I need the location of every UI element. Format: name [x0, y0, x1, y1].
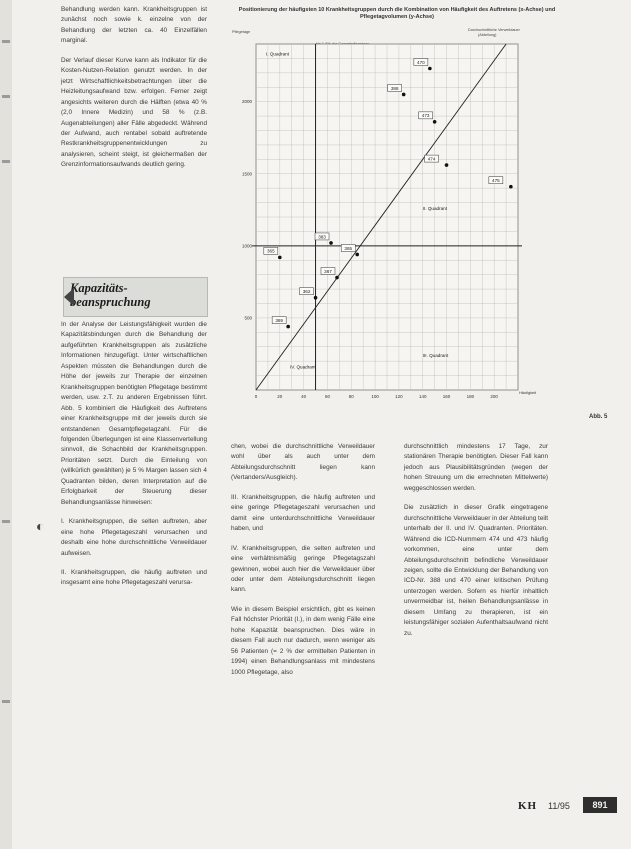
- page-number: 891: [583, 797, 617, 813]
- issue-number: 11/95: [548, 801, 570, 811]
- data-label: 365: [266, 248, 275, 254]
- x-tick-label: 200: [490, 394, 498, 399]
- paragraph: Behandlung werden kann. Krankheitsgruppen ist zunächst noch sowie k. einzelne von der Behandlung der letzten ca. 40 Einzelfällen marginal.: [61, 6, 207, 45]
- arrow-marker-icon: [54, 288, 74, 306]
- quadrant-label: II. Quadrant: [422, 205, 447, 211]
- figure-label: Abb. 5: [589, 414, 608, 420]
- data-label: 367: [324, 268, 332, 274]
- paragraph: Wie in diesem Beispiel ersichtlich, gibt es keinen Fall höchster Priorität (I.), in dem wenig Fälle eine hohe Kapazität beanspruchen. Dies wäre in diesem Fall auch nur dadurch, wenn weniger als 56 Patienten (= 2 % der ermittelten Patienten in 1994) einen Behandlungsanlass mit mindestens 1000 Pflegetage, also: [231, 605, 375, 676]
- x-tick-label: 100: [371, 394, 379, 399]
- magazine-logo: KH: [518, 800, 538, 812]
- paragraph: Der Verlauf dieser Kurve kann als Indikator für die Kosten-Nutzen-Relation genutzt werden. In der jetzt Wirtschaftlichkeitsbetrachtungen über die Heizleitungsaufwand bzw. erfolgen. Ferner zeigt angesichts weiteren durch die Hälften (etwa 40 % (2,0 Innere Medizin) und 58 % (z.B. Augenabteilungen) aller Fälle abgedeckt. Während der Aufwand, auch rentabel sobald auftretende Restkrankheitsgruppenentwicklungen zu analysieren, scheint steigt, ist gleichermaßen der Grenzinformationsaufwands deutlich gering.: [61, 56, 207, 169]
- edge-mark: [2, 40, 10, 43]
- scatter-chart: [228, 32, 588, 422]
- data-label: 475: [492, 178, 500, 184]
- data-point: [329, 241, 333, 245]
- data-label: 383: [318, 234, 326, 240]
- y-tick-label: 2000: [241, 99, 252, 105]
- section-heading: Kapazitäts-beanspruchung: [70, 281, 151, 309]
- page-edge: [0, 0, 12, 849]
- paragraph: chen, wobei die durchschnittliche Verweildauer wohl über als auch unter dem Abteilungsdurchschnitt liegen kann (Vertanders/Ausgleich).: [231, 443, 375, 482]
- chart-right-header-2: (Abteilung): [478, 33, 497, 37]
- data-label: 365: [344, 245, 353, 251]
- data-label: 369: [275, 317, 283, 323]
- edge-mark: [2, 95, 10, 98]
- quadrant-label: IV. Quadrant: [290, 364, 316, 370]
- y-tick-label: 1000: [241, 243, 252, 249]
- paragraph: IV. Krankheitsgruppen, die selten auftreten und eine verhältnismäßig geringe Pflegetagszahl gewinnen, wobei auch hier die Verweildauer über oder unter dem Abteilungsdurchschnitt liegen kann.: [231, 544, 375, 594]
- chart-right-header: Durchschnittliche Verweildauer: [468, 28, 520, 32]
- y-tick-label: 1500: [241, 171, 252, 177]
- data-point: [509, 185, 513, 189]
- section-heading-box: [63, 277, 208, 317]
- paragraph: Die zusätzlich in dieser Grafik eingetragene durchschnittliche Verweildauer in der Abteilung teilt unterhalb der II. und IV. Quadranten. Prioritäten. Während die ICD-Nummern 474 und 473 häufig vorkommen, eine unter dem Abteilungsdurchschnitt befindliche Verweildauer zeigen, sollte die Entwicklung der Behandlung von ICD-Nr. 388 und 470 einer kritischen Prüfung unterzogen werden. Sofern es hierfür inhaltlich unvermeidbar ist, heilen Behandlungsanlässe in diesem Umfang zu therapieren, ist ein leistungsfähiger sozialen Aufenthaltsaufwand nicht zu.: [404, 504, 548, 637]
- data-point: [433, 120, 437, 124]
- data-point: [445, 163, 449, 167]
- x-tick-label: 180: [466, 394, 475, 399]
- chart-title: Positionierung der häufigsten 10 Krankheitsgruppen durch die Kombination von Häufigkeit des Auftretens (x-Achse) und Pflegetagvolumen (y-Achse): [238, 7, 556, 20]
- data-label: 470: [417, 59, 425, 65]
- edge-mark: [2, 160, 10, 163]
- data-point: [286, 325, 290, 329]
- chart-y-header: Pflegetage: [232, 30, 251, 34]
- binder-hole-icon: ◐: [36, 518, 45, 534]
- left-column-top: [61, 5, 207, 180]
- middle-column: [231, 442, 375, 687]
- data-label: 474: [427, 156, 436, 162]
- x-tick-label: 160: [442, 394, 451, 399]
- data-point: [314, 296, 318, 300]
- data-point: [428, 67, 432, 71]
- x-tick-label: 20: [277, 394, 283, 399]
- data-point: [402, 93, 406, 97]
- x-tick-label: 0: [254, 394, 258, 399]
- data-point: [355, 253, 359, 257]
- x-axis-corner-label: Häufigkeit: [519, 391, 536, 395]
- quadrant-label: III. Quadrant: [422, 352, 449, 358]
- x-tick-label: 140: [418, 394, 427, 399]
- x-tick-label: 40: [301, 394, 307, 399]
- data-label: 473: [421, 113, 430, 119]
- edge-mark: [2, 700, 10, 703]
- data-label: 362: [302, 289, 311, 295]
- paragraph: III. Krankheitsgruppen, die häufig auftreten und eine geringe Pflegetageszahl verursachen und damit eine unterdurchschnittliche Verweildauer haben, und: [231, 493, 375, 533]
- data-point: [278, 256, 282, 260]
- right-column: [404, 442, 548, 648]
- left-column-bottom: [61, 320, 207, 598]
- x-tick-label: 120: [395, 394, 403, 399]
- edge-mark: [2, 520, 10, 523]
- y-tick-label: 500: [244, 315, 252, 321]
- paragraph: In der Analyse der Leistungsfähigkeit wurden die Kapazitätsbindungen durch die Behandlung der aufgeführten Krankheitsgruppen als zusätzliche Informationen hinzugefügt. Unter wirtschaftlichen Aspekten müssten die Behandlungen durch die Höhe der jeweils zur Therapie der einzelnen Krankheitsgruppen benötigten Pflegetage bestimmt werden, usw. z.T. zu anderen Ergebnissen führt. Abb. 5 kombiniert die Häufigkeit des Auftretens einer Krankheitsgruppe mit der jeweils durch sie entstandenen Gesamtpflegetagzahl. Für die folgenden Überlegungen ist eine Klassenvertellung sinnvoll, die Schachbild der Krankheitsgruppen. Prioritäten setzt. Durch die Einteilung von (willkürlich gewählten) je 5 % Margen lassen sich 4 Quadranten bilden, deren Interpretation auf die Erfolgbarkeit der Steuerung dieser Behandlungsanlässe hinweisen:: [61, 321, 207, 506]
- paragraph: I. Krankheitsgruppen, die selten auftreten, aber eine hohe Pflegetageszahl verursachen und deshalb eine hohe durchschnittliche Verweildauer aufweisen.: [61, 518, 207, 557]
- paragraph: II. Krankheitsgruppen, die häufig auftreten und insgesamt eine hohe Pflegetageszahl verursa-: [61, 568, 207, 587]
- x-tick-label: 80: [348, 394, 354, 399]
- x-tick-label: 60: [324, 394, 330, 399]
- data-point: [335, 276, 339, 280]
- paragraph: durchschnittlich mindestens 17 Tage, zur stationären Therapie benötigten. Dieser Fall kann jedoch aus Plausibilitätsgründen (wegen der hohen Streuung um die errechneten Mittelwerte) weggeschlossen werden.: [404, 443, 548, 492]
- quadrant-label: I. Quadrant: [266, 51, 289, 57]
- data-label: 388: [390, 85, 399, 91]
